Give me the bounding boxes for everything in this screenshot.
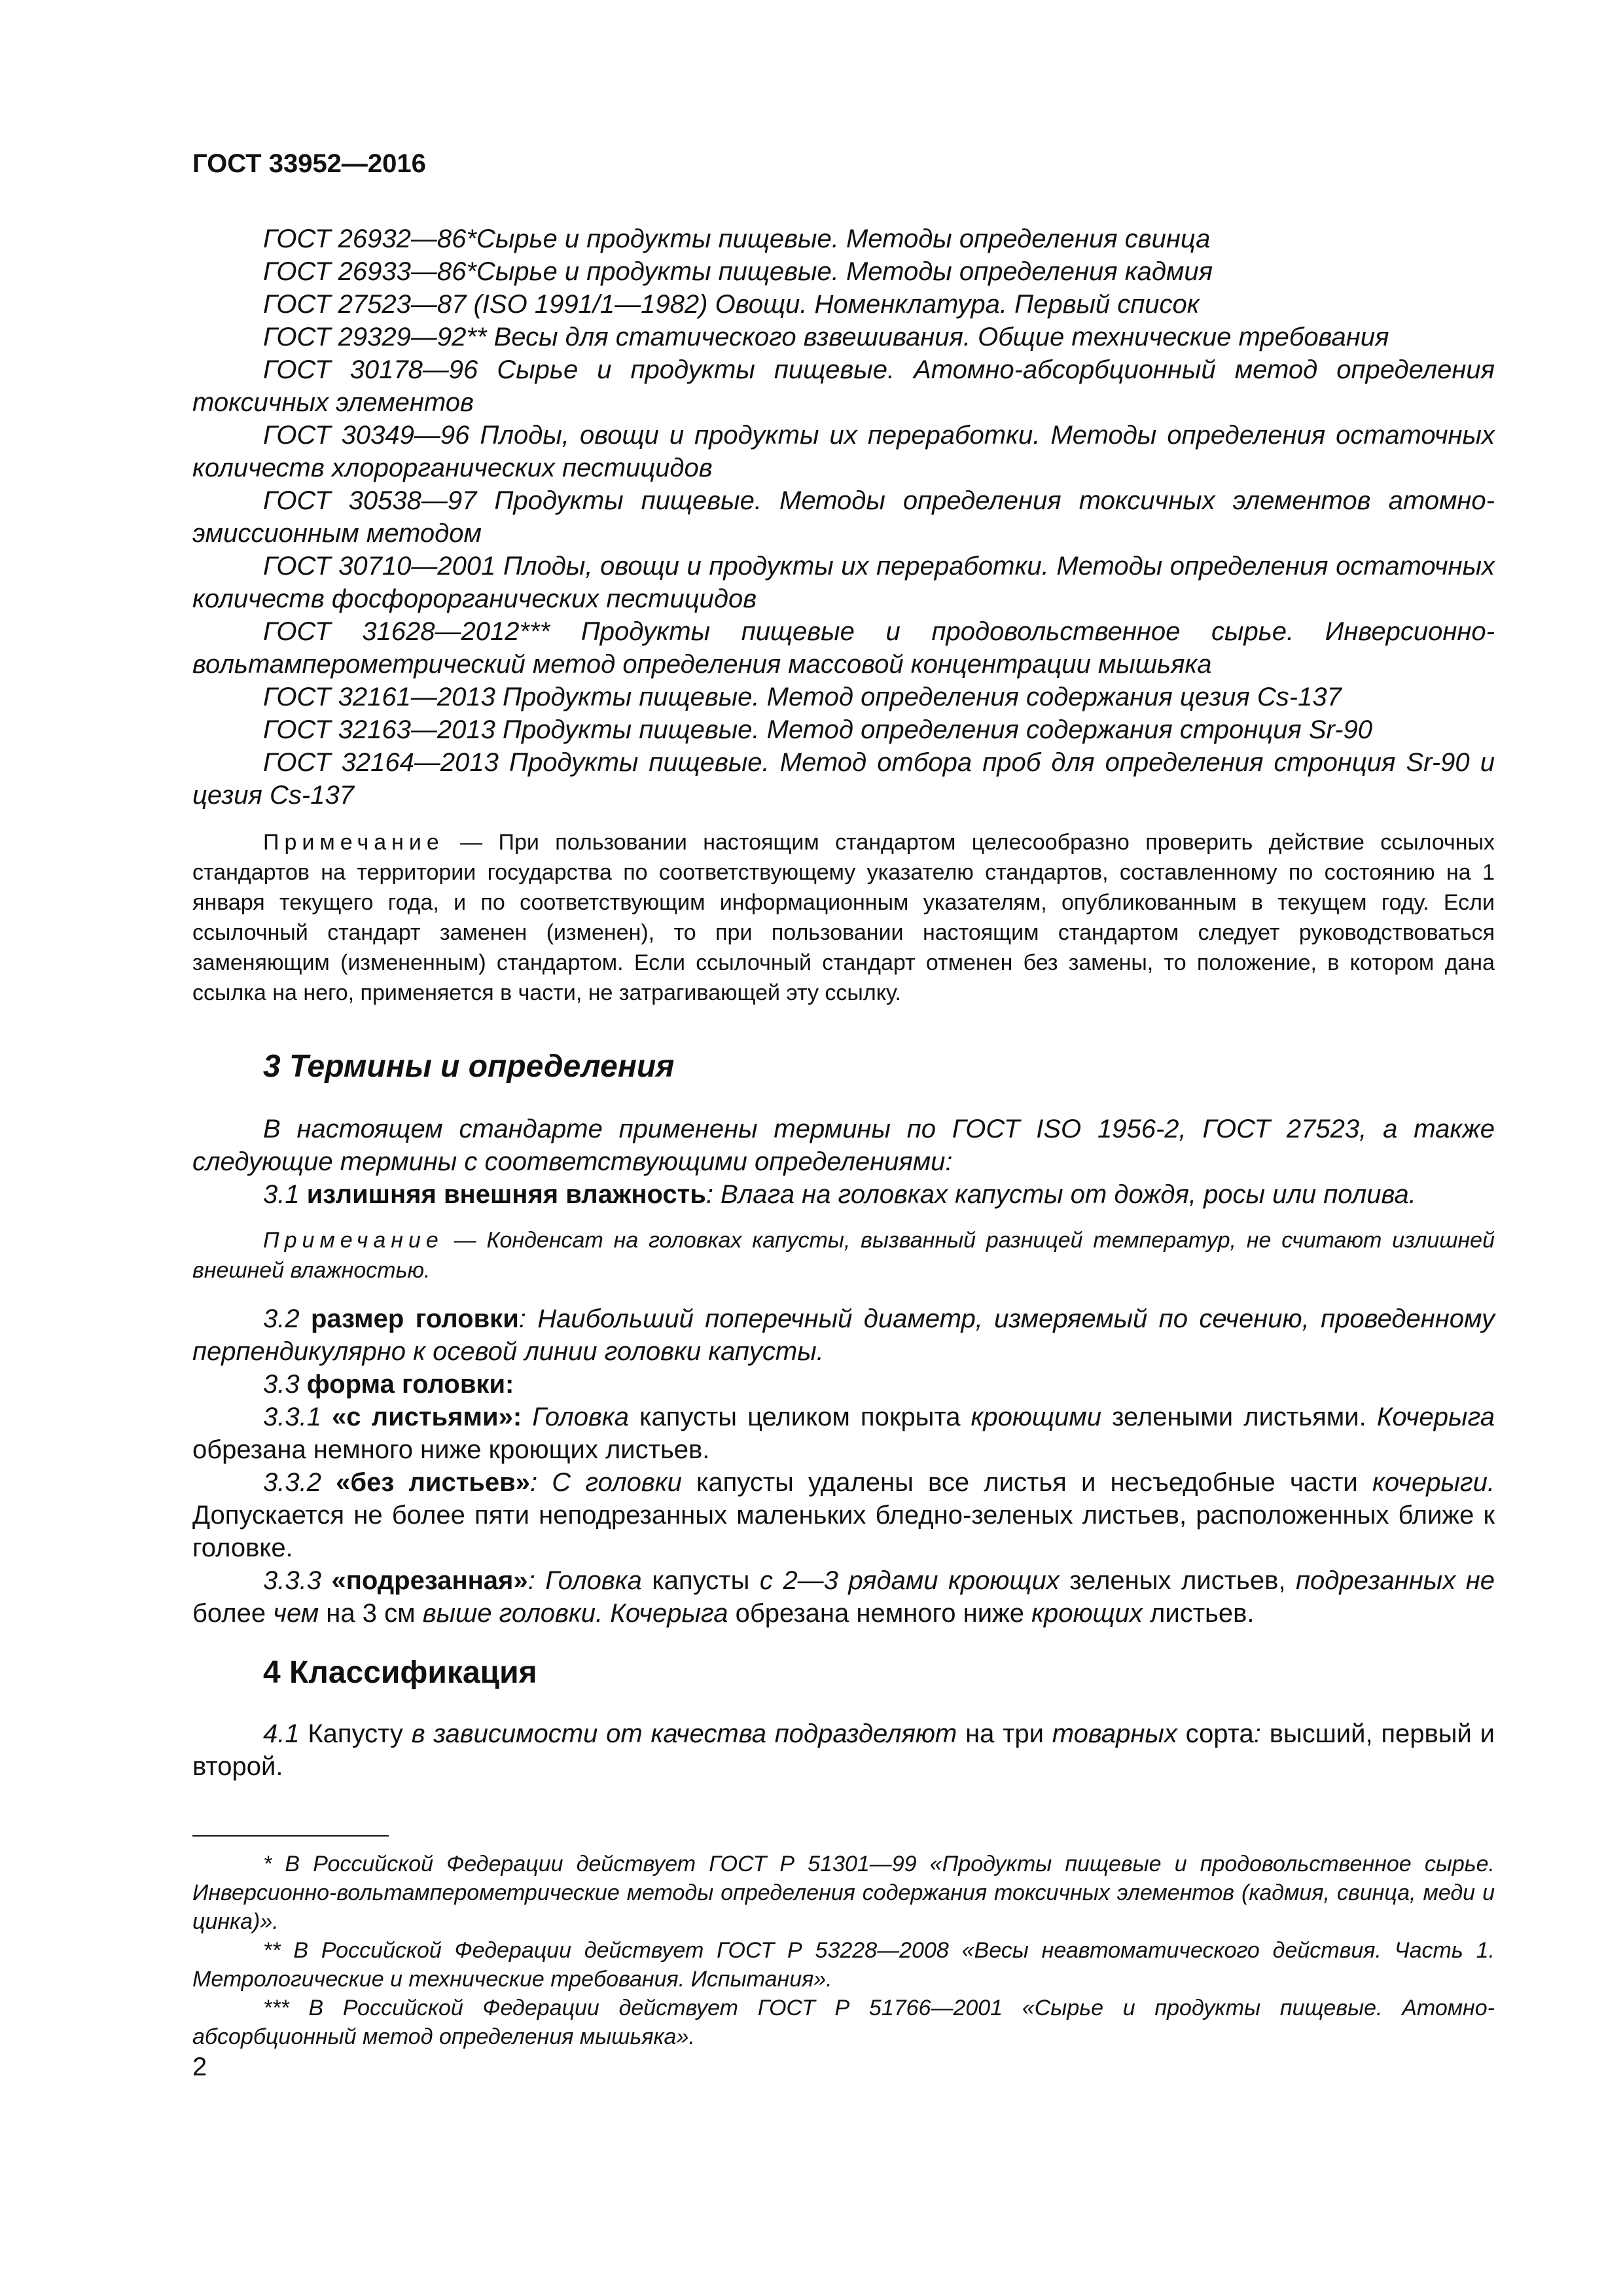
- reference-item: ГОСТ 30538—97 Продукты пищевые. Методы определения токсичных элементов атомно-эмиссионным методом: [192, 486, 1495, 548]
- section-4-body: [192, 1717, 1495, 1783]
- footnotes: [192, 1850, 1495, 2051]
- reference-item: ГОСТ 26933—86*Сырье и продукты пищевые. Методы определения кадмия: [263, 257, 1213, 286]
- note-label: Примечание: [263, 830, 444, 855]
- reference-item: ГОСТ 32163—2013 Продукты пищевые. Метод определения содержания стронция Sr-90: [263, 715, 1372, 744]
- term-3-2: 3.2 размер головки: Наибольший поперечный диаметр, измеряемый по сечению, проведенному перпендикулярно к осевой линии головки капусты.: [192, 1304, 1495, 1366]
- section-3-intro: В настоящем стандарте применены термины по ГОСТ ISO 1956-2, ГОСТ 27523, а также следующие термины с соответствующими определениями:: [192, 1115, 1495, 1176]
- term-note: Примечание — Конденсат на головках капусты, вызванный разницей температур, не считают излишней внешней влажностью.: [192, 1228, 1495, 1283]
- references-note: [192, 827, 1495, 1008]
- reference-item: ГОСТ 32161—2013 Продукты пищевые. Метод определения содержания цезия Cs-137: [263, 683, 1342, 711]
- reference-item: ГОСТ 30178—96 Сырье и продукты пищевые. Атомно-абсорбционный метод определения токсичных элементов: [192, 355, 1495, 417]
- section-3-body: [192, 1113, 1495, 1630]
- normative-references-list: [192, 223, 1495, 812]
- term-3-3-3: 3.3.3 «подрезанная»: Головка капусты с 2—3 рядами кроющих зеленых листьев, подрезанных не более чем на 3 см выше головки. Кочерыга обрезана немного ниже кроющих листьев.: [192, 1566, 1495, 1628]
- clause-4-1: 4.1 Капусту в зависимости от качества подразделяют на три товарных сорта: высший, первый и второй.: [192, 1719, 1495, 1781]
- footnote-item: * В Российской Федерации действует ГОСТ Р 51301—99 «Продукты пищевые и продовольственное сырье. Инверсионно-вольтамперометрические методы определения содержания токсичных элементов (кадмия, свинца, меди и цинка)».: [192, 1852, 1495, 1934]
- reference-item: ГОСТ 26932—86*Сырье и продукты пищевые. Методы определения свинца: [263, 224, 1211, 253]
- section-4-title: 4 Классификация: [263, 1655, 537, 1690]
- reference-item: ГОСТ 30349—96 Плоды, овощи и продукты их переработки. Методы определения остаточных количеств хлорорганических пестицидов: [192, 421, 1495, 482]
- reference-item: ГОСТ 29329—92** Весы для статического взвешивания. Общие технические требования: [263, 323, 1389, 351]
- footnote-separator: [192, 1835, 389, 1837]
- note-text: — При пользовании настоящим стандартом целесообразно проверить действие ссылочных стандартов на территории государства по соответствующему указателю стандартов, составленному по состоянию на 1 января текущего года, и по соответствующим информационным указателям, опубликованным в текущем году. Если ссылочный стандарт заменен (изменен), то при пользовании настоящим стандартом следует руководствоваться заменяющим (измененным) стандартом. Если ссылочный стандарт отменен без замены, то положение, в котором дана ссылка на него, применяется в части, не затрагивающей эту ссылку.: [192, 830, 1495, 1005]
- footnote-item: *** В Российской Федерации действует ГОСТ Р 51766—2001 «Сырье и продукты пищевые. Атомно-абсорбционный метод определения мышьяка».: [192, 1996, 1495, 2049]
- term-3-3-1: 3.3.1 «с листьями»: Головка капусты целиком покрыта кроющими зелеными листьями. Кочерыга обрезана немного ниже кроющих листьев.: [192, 1403, 1495, 1464]
- section-3-title: 3 Термины и определения: [263, 1049, 675, 1084]
- term-3-1: 3.1 излишняя внешняя влажность: Влага на головках капусты от дождя, росы или полива.: [263, 1180, 1416, 1209]
- document-header: ГОСТ 33952—2016: [192, 149, 426, 178]
- footnote-item: ** В Российской Федерации действует ГОСТ Р 53228—2008 «Весы неавтоматического действия. Часть 1. Метрологические и технические требования. Испытания».: [192, 1938, 1495, 1992]
- reference-item: ГОСТ 27523—87 (ISO 1991/1—1982) Овощи. Номенклатура. Первый список: [263, 290, 1200, 319]
- reference-item: ГОСТ 30710—2001 Плоды, овощи и продукты их переработки. Методы определения остаточных количеств фосфорорганических пестицидов: [192, 552, 1495, 613]
- term-3-3-2: 3.3.2 «без листьев»: С головки капусты удалены все листья и несъедобные части кочерыги. Допускается не более пяти неподрезанных маленьких бледно-зеленых листьев, расположенных ближе к головке.: [192, 1468, 1495, 1562]
- reference-item: ГОСТ 31628—2012*** Продукты пищевые и продовольственное сырье. Инверсионно-вольтамперометрический метод определения массовой концентрации мышьяка: [192, 617, 1495, 679]
- reference-item: ГОСТ 32164—2013 Продукты пищевые. Метод отбора проб для определения стронция Sr-90 и цезия Cs-137: [192, 748, 1495, 810]
- term-3-3: 3.3 форма головки:: [263, 1370, 514, 1399]
- page-number: 2: [192, 2053, 207, 2081]
